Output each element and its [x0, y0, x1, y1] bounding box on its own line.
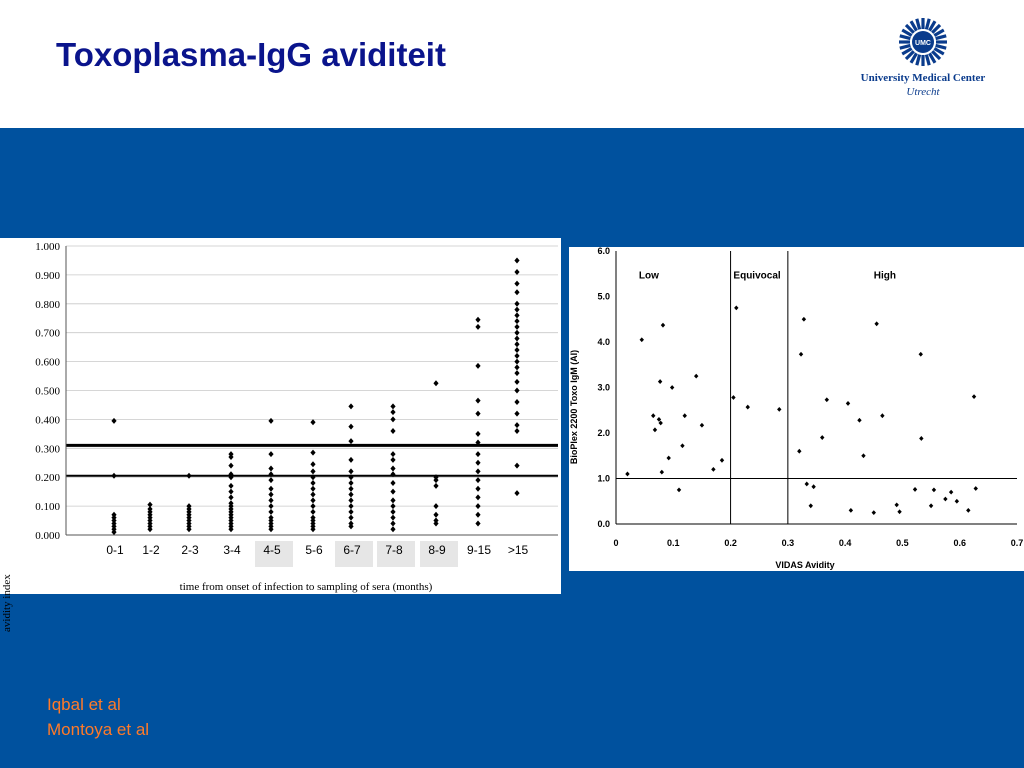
x-tick-label: 4-5: [263, 543, 281, 557]
data-point: [348, 492, 353, 498]
data-point: [268, 477, 273, 483]
sunburst-ray: [926, 19, 929, 30]
data-point: [514, 307, 519, 313]
data-point: [433, 380, 438, 386]
data-point: [514, 301, 519, 307]
data-point: [390, 409, 395, 415]
x-tick-label: 0.3: [781, 538, 795, 548]
data-point: [390, 428, 395, 434]
data-point: [348, 457, 353, 463]
data-point: [390, 520, 395, 526]
data-point: [475, 431, 480, 437]
x-tick-label: 5-6: [305, 543, 323, 557]
data-point: [228, 494, 233, 500]
y-axis-label: BioPlex 2200 Toxo IgM (AI): [569, 349, 579, 465]
y-tick-label: 1.0: [597, 473, 610, 484]
references: [47, 692, 149, 742]
data-point: [802, 317, 806, 322]
data-point: [310, 468, 315, 474]
y-tick-label: 0.600: [35, 356, 60, 369]
y-tick-label: 6.0: [597, 246, 610, 256]
data-point: [694, 374, 698, 379]
data-point: [514, 269, 519, 275]
data-point: [268, 492, 273, 498]
data-point: [966, 508, 970, 513]
data-point: [683, 413, 687, 418]
data-point: [514, 422, 519, 428]
x-axis-label: time from onset of infection to sampling of sera (months): [179, 581, 433, 593]
data-point: [310, 509, 315, 515]
sunburst-ray: [900, 45, 911, 48]
x-tick-label: 0-1: [106, 543, 124, 557]
data-point: [268, 451, 273, 457]
data-point: [268, 486, 273, 492]
data-point: [268, 418, 273, 424]
data-point: [348, 497, 353, 503]
data-point: [390, 457, 395, 463]
x-tick-label: 7-8: [385, 543, 403, 557]
data-point: [310, 480, 315, 486]
reference-2: Montoya et al: [47, 720, 150, 739]
data-point: [680, 443, 684, 448]
data-point: [475, 411, 480, 417]
data-point: [846, 401, 850, 406]
data-point: [653, 427, 657, 432]
data-point: [514, 318, 519, 324]
avidity-index-chart: [0, 238, 561, 632]
data-point: [670, 385, 674, 390]
data-point: [972, 394, 976, 399]
region-label: High: [873, 270, 897, 282]
data-point: [475, 494, 480, 500]
data-point: [475, 451, 480, 457]
data-point: [731, 395, 735, 400]
data-point: [514, 312, 519, 318]
data-point: [390, 515, 395, 521]
data-point: [625, 472, 629, 477]
x-tick-label: 0: [613, 538, 619, 548]
y-tick-label: 3.0: [597, 382, 610, 393]
data-point: [348, 403, 353, 409]
data-point: [514, 257, 519, 263]
data-point: [390, 497, 395, 503]
data-point: [111, 418, 116, 424]
data-point: [919, 436, 923, 441]
data-point: [475, 468, 480, 474]
data-point: [861, 453, 865, 458]
data-point: [943, 497, 947, 502]
data-point: [348, 503, 353, 509]
data-point: [475, 363, 480, 369]
umc-logo: [848, 14, 998, 114]
x-tick-label: 0.2: [724, 538, 737, 548]
data-point: [667, 456, 671, 461]
data-point: [514, 347, 519, 353]
data-point: [475, 503, 480, 509]
logo-name: University Medical Center: [860, 72, 986, 84]
data-point: [661, 323, 665, 328]
y-tick-label: 0.100: [35, 501, 60, 514]
data-point: [932, 487, 936, 492]
y-tick-label: 0.0: [597, 519, 610, 529]
data-point: [390, 451, 395, 457]
data-point: [514, 463, 519, 469]
data-point: [475, 398, 480, 404]
data-point: [348, 424, 353, 430]
data-point: [955, 499, 959, 504]
data-point: [310, 450, 315, 456]
data-point: [390, 403, 395, 409]
y-tick-label: 2.0: [597, 428, 610, 438]
data-point: [475, 317, 480, 323]
data-point: [514, 379, 519, 385]
x-tick-label: 0.7: [1010, 538, 1024, 548]
data-point: [228, 489, 233, 495]
data-point: [799, 352, 803, 357]
y-tick-label: 1.000: [35, 241, 60, 253]
data-point: [310, 503, 315, 509]
reference-1: Iqbal et al: [47, 695, 121, 714]
data-point: [974, 486, 978, 491]
y-tick-label: 4.0: [597, 337, 610, 347]
x-tick-label: 1-2: [142, 543, 160, 557]
y-tick-label: 0.200: [35, 472, 60, 485]
data-point: [268, 497, 273, 503]
data-point: [228, 463, 233, 469]
data-point: [514, 428, 519, 434]
data-point: [268, 503, 273, 509]
x-tick-label: 0.4: [838, 538, 852, 548]
data-point: [310, 497, 315, 503]
data-point: [514, 399, 519, 405]
x-tick-label: >15: [507, 543, 529, 557]
x-axis-label: VIDAS Avidity: [775, 560, 835, 570]
data-point: [919, 352, 923, 357]
data-point: [310, 419, 315, 425]
sunburst-ray: [936, 36, 947, 39]
y-tick-label: 0.900: [35, 269, 60, 282]
data-point: [514, 341, 519, 347]
data-point: [514, 411, 519, 417]
data-point: [514, 289, 519, 295]
data-point: [929, 503, 933, 508]
slide-title: Toxoplasma-IgG aviditeit: [56, 36, 446, 73]
data-point: [514, 370, 519, 376]
x-tick-label: 2-3: [181, 543, 199, 557]
data-point: [514, 388, 519, 394]
data-point: [514, 490, 519, 496]
data-point: [820, 435, 824, 440]
data-point: [475, 324, 480, 330]
data-point: [390, 480, 395, 486]
sunburst-ray: [926, 55, 929, 66]
data-point: [310, 486, 315, 492]
data-point: [390, 503, 395, 509]
x-tick-label: 9-15: [466, 543, 492, 557]
y-tick-label: 0.500: [35, 385, 60, 398]
data-point: [390, 509, 395, 515]
data-point: [228, 483, 233, 489]
data-point: [475, 520, 480, 526]
x-tick-label: 3-4: [223, 543, 241, 557]
x-tick-label: 0.1: [667, 538, 680, 548]
data-point: [475, 486, 480, 492]
sunburst-ray: [936, 45, 947, 48]
x-tick-label: 0.6: [953, 538, 966, 548]
data-point: [111, 473, 116, 479]
data-point: [700, 423, 704, 428]
data-point: [849, 508, 853, 513]
data-point: [390, 416, 395, 422]
data-point: [734, 305, 738, 310]
data-point: [268, 509, 273, 515]
y-tick-label: 0.300: [35, 443, 60, 456]
data-point: [514, 335, 519, 341]
data-point: [433, 503, 438, 509]
data-point: [857, 418, 861, 423]
data-point: [475, 477, 480, 483]
data-point: [874, 321, 878, 326]
data-point: [711, 467, 715, 472]
data-point: [390, 489, 395, 495]
x-tick-label: 0.5: [896, 538, 909, 548]
data-point: [660, 470, 664, 475]
data-point: [390, 526, 395, 532]
data-point: [949, 490, 953, 495]
vidas-bioplex-chart: [569, 247, 1024, 571]
sunburst-ray: [917, 19, 920, 30]
data-point: [746, 405, 750, 410]
umc-sunburst-icon: [848, 14, 998, 72]
data-point: [514, 364, 519, 370]
logo-badge-text: UMC: [915, 40, 931, 47]
data-point: [475, 512, 480, 518]
data-point: [677, 487, 681, 492]
data-point: [872, 510, 876, 515]
data-point: [514, 281, 519, 287]
y-tick-label: 0.700: [35, 327, 60, 340]
x-tick-label: 6-7: [343, 543, 361, 557]
data-point: [913, 487, 917, 492]
data-point: [811, 484, 815, 489]
data-point: [895, 502, 899, 507]
data-point: [880, 413, 884, 418]
y-tick-label: 0.800: [35, 298, 60, 311]
data-point: [809, 503, 813, 508]
data-point: [797, 449, 801, 454]
data-point: [720, 458, 724, 463]
sunburst-ray: [917, 55, 920, 66]
data-point: [658, 379, 662, 384]
data-point: [348, 486, 353, 492]
x-tick-label: 8-9: [428, 543, 446, 557]
data-point: [514, 330, 519, 336]
data-point: [805, 482, 809, 487]
data-point: [390, 466, 395, 472]
y-tick-label: 0.000: [35, 530, 60, 542]
region-label: Low: [638, 270, 659, 282]
data-point: [651, 413, 655, 418]
data-point: [514, 353, 519, 359]
sunburst-ray: [900, 36, 911, 39]
data-point: [897, 509, 901, 514]
data-point: [514, 359, 519, 365]
data-point: [640, 337, 644, 342]
data-point: [348, 438, 353, 444]
data-point: [825, 397, 829, 402]
data-point: [514, 324, 519, 330]
data-point: [433, 483, 438, 489]
data-point: [348, 515, 353, 521]
data-point: [310, 492, 315, 498]
y-tick-label: 0.400: [35, 414, 60, 427]
data-point: [475, 460, 480, 466]
region-label: Equivocal: [733, 270, 781, 282]
data-point: [348, 480, 353, 486]
data-point: [348, 509, 353, 515]
data-point: [268, 466, 273, 472]
y-axis-label: avidity index: [1, 574, 13, 632]
data-point: [433, 512, 438, 518]
y-tick-label: 5.0: [597, 291, 610, 302]
data-point: [348, 468, 353, 474]
logo-subtitle: Utrecht: [906, 86, 940, 98]
data-point: [310, 461, 315, 467]
data-point: [777, 407, 781, 412]
data-point: [186, 473, 191, 479]
